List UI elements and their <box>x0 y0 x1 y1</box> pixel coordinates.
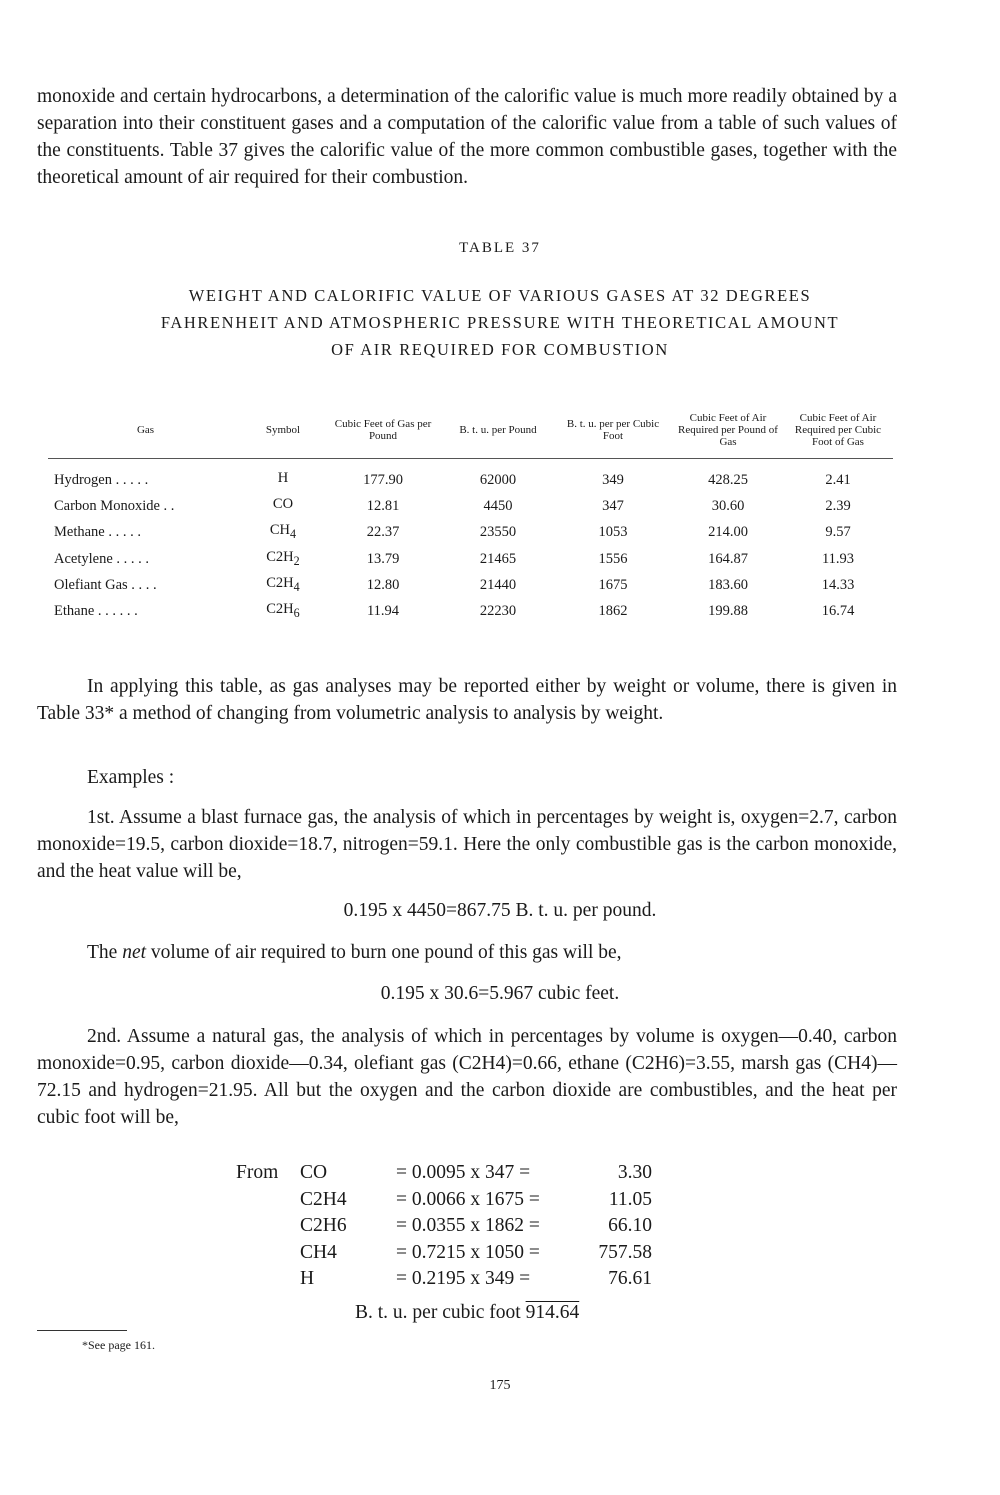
table-caption-line-3: OF AIR REQUIRED FOR COMBUSTION <box>331 340 669 359</box>
cell-cubic-feet: 13.79 <box>366 550 400 567</box>
table-header-row <box>48 402 893 459</box>
calc-gas: CO <box>300 1162 328 1183</box>
table-row <box>48 546 893 572</box>
example-1-paragraph: 1st. Assume a blast furnace gas, the analysis of which in percentages by weight is, oxygen=2.7, carbon monoxide=19.5, carbon dioxide=18.7, nitrogen=59.1. Here the only combustible gas is the carbon monoxide, and the heat value will be, <box>37 807 897 882</box>
example-2-paragraph: 2nd. Assume a natural gas, the analysis of which in percentages by volume is oxygen—0.40, carbon monoxide=0.95, carbon dioxide—0.34, olefiant gas (C2H4)=0.66, ethane (C2H6)=3.55, marsh gas (CH4)—72.15 and hydrogen=21.95. All but the oxygen and the carbon dioxide are combustibles, and the heat per cubic foot will be, <box>37 1026 897 1128</box>
cell-air-per-cubic-foot: 11.93 <box>821 550 855 567</box>
calc-gas: H <box>300 1268 315 1289</box>
applying-paragraph: In applying this table, as gas analyses may be reported either by weight or volume, there is given in Table 33* a method of changing from volumetric analysis to analysis by weight. <box>37 676 897 724</box>
cell-gas: Carbon Monoxide . . <box>54 498 175 515</box>
calc-value: 3.30 <box>617 1162 652 1183</box>
cell-btu-per-cubic-foot: 1053 <box>598 524 628 541</box>
table-caption-line-1: WEIGHT AND CALORIFIC VALUE OF VARIOUS GASES AT 32 DEGREES <box>188 286 812 305</box>
header-cubic-feet-per-pound: Cubic Feet of Gas per Pound <box>334 418 432 442</box>
header-air-per-pound: Cubic Feet of Air Required per Pound of Gas <box>678 412 778 448</box>
cell-btu-per-pound: 21440 <box>479 576 517 593</box>
cell-symbol: $CH_4$ <box>269 522 297 542</box>
cell-cubic-feet: 12.80 <box>366 576 400 593</box>
cell-cubic-feet: 177.90 <box>363 471 403 488</box>
net-volume-sentence: The net volume of air required to burn one pound of this gas will be, <box>87 942 622 963</box>
cell-btu-per-pound: 23550 <box>479 524 517 541</box>
table-row <box>48 493 893 519</box>
table-row <box>48 598 893 624</box>
examples-label: Examples : <box>87 767 175 788</box>
cell-symbol: $C2H_4$ <box>266 574 300 594</box>
calc-value: 757.58 <box>598 1241 652 1263</box>
table-label: TABLE 37 <box>459 240 541 256</box>
cell-air-per-pound: 164.87 <box>708 550 748 567</box>
cell-air-per-pound: 30.60 <box>711 498 745 515</box>
calc-total-value: 914.64 <box>525 1302 580 1323</box>
calc-row <box>236 1266 652 1293</box>
cell-air-per-cubic-foot: 9.57 <box>825 524 851 541</box>
cell-air-per-pound: 199.88 <box>708 602 748 619</box>
table-row <box>48 519 893 545</box>
header-gas: Gas <box>136 424 155 436</box>
cell-btu-per-cubic-foot: 347 <box>602 498 624 515</box>
cell-btu-per-cubic-foot: 1862 <box>598 602 628 619</box>
calc-expression: = 0.0355 x 1862 = <box>396 1215 540 1236</box>
cell-btu-per-cubic-foot: 1675 <box>598 576 628 593</box>
cell-air-per-pound: 183.60 <box>708 576 748 593</box>
calc-gas: C2H6 <box>300 1215 347 1236</box>
calc-value: 66.10 <box>608 1215 652 1236</box>
calc-value: 11.05 <box>608 1188 652 1210</box>
cell-btu-per-cubic-foot: 1556 <box>598 550 628 567</box>
cell-btu-per-pound: 62000 <box>479 471 517 488</box>
calc-from-label: From <box>236 1162 279 1183</box>
header-air-per-cubic-foot: Cubic Feet of Air Required per Cubic Foot of Gas <box>794 412 882 448</box>
cell-btu-per-pound: 21465 <box>479 550 517 567</box>
cell-air-per-pound: 428.25 <box>708 471 748 488</box>
header-btu-per-cubic-foot: B. t. u. per per Cubic Foot <box>566 418 660 442</box>
gas-table <box>48 402 893 624</box>
calc-expression: = 0.0095 x 347 = <box>396 1162 531 1183</box>
calc-gas: CH4 <box>300 1241 337 1263</box>
cell-air-per-pound: 214.00 <box>708 524 748 541</box>
calc-row <box>236 1187 652 1214</box>
calc-gas: C2H4 <box>300 1188 347 1210</box>
footnote-rule <box>37 1330 127 1331</box>
table-row <box>48 467 893 493</box>
page-number: 175 <box>489 1378 511 1393</box>
calc-expression: = 0.2195 x 349 = <box>396 1268 531 1289</box>
header-symbol: Symbol <box>265 424 301 436</box>
equation-heat-value: 0.195 x 4450=867.75 B. t. u. per pound. <box>343 900 657 921</box>
equation-air-volume: 0.195 x 30.6=5.967 cubic feet. <box>380 983 620 1004</box>
cell-cubic-feet: 22.37 <box>366 524 400 541</box>
cell-symbol: $C2H_6$ <box>266 600 300 620</box>
calc-value: 76.61 <box>608 1268 652 1289</box>
heat-calculation <box>236 1160 652 1293</box>
cell-symbol: CO <box>272 496 294 513</box>
cell-air-per-cubic-foot: 2.39 <box>825 498 851 515</box>
calc-expression: = 0.0066 x 1675 = <box>396 1188 540 1210</box>
cell-symbol: $C2H_2$ <box>266 548 300 568</box>
cell-gas: Olefiant Gas . . . . <box>54 576 157 593</box>
cell-cubic-feet: 12.81 <box>366 498 400 515</box>
cell-air-per-cubic-foot: 16.74 <box>821 602 855 619</box>
footnote: *See page 161. <box>82 1338 155 1352</box>
cell-gas: Acetylene . . . . . <box>54 550 150 567</box>
calc-expression: = 0.7215 x 1050 = <box>396 1241 540 1263</box>
calc-row <box>236 1160 652 1187</box>
calc-total-label: B. t. u. per cubic foot <box>355 1302 521 1323</box>
calc-row <box>236 1240 652 1267</box>
cell-gas: Methane . . . . . <box>54 524 141 541</box>
cell-btu-per-cubic-foot: 349 <box>602 471 624 488</box>
cell-btu-per-pound: 4450 <box>483 498 513 515</box>
table-caption-line-2: FAHRENHEIT AND ATMOSPHERIC PRESSURE WITH THEORETICAL AMOUNT <box>160 313 840 332</box>
cell-cubic-feet: 11.94 <box>366 602 400 619</box>
table-row <box>48 572 893 598</box>
intro-paragraph: monoxide and certain hydrocarbons, a determination of the calorific value is much more readily obtained by a separation into their constituent gases and a computation of the calorific value from a table of such values of the constituents. Table 37 gives the calorific value of the more common combustible gases, together with the theoretical amount of air required for their combustion. <box>37 86 897 188</box>
cell-air-per-cubic-foot: 2.41 <box>825 471 851 488</box>
cell-btu-per-pound: 22230 <box>479 602 517 619</box>
cell-symbol: H <box>277 470 289 486</box>
calc-row <box>236 1213 652 1240</box>
cell-gas: Hydrogen . . . . . <box>54 471 149 488</box>
calc-total <box>355 1302 579 1324</box>
header-btu-per-pound: B. t. u. per Pound <box>459 424 537 436</box>
header-rule <box>48 459 893 468</box>
cell-air-per-cubic-foot: 14.33 <box>821 576 855 593</box>
cell-gas: Ethane . . . . . . <box>54 602 138 619</box>
